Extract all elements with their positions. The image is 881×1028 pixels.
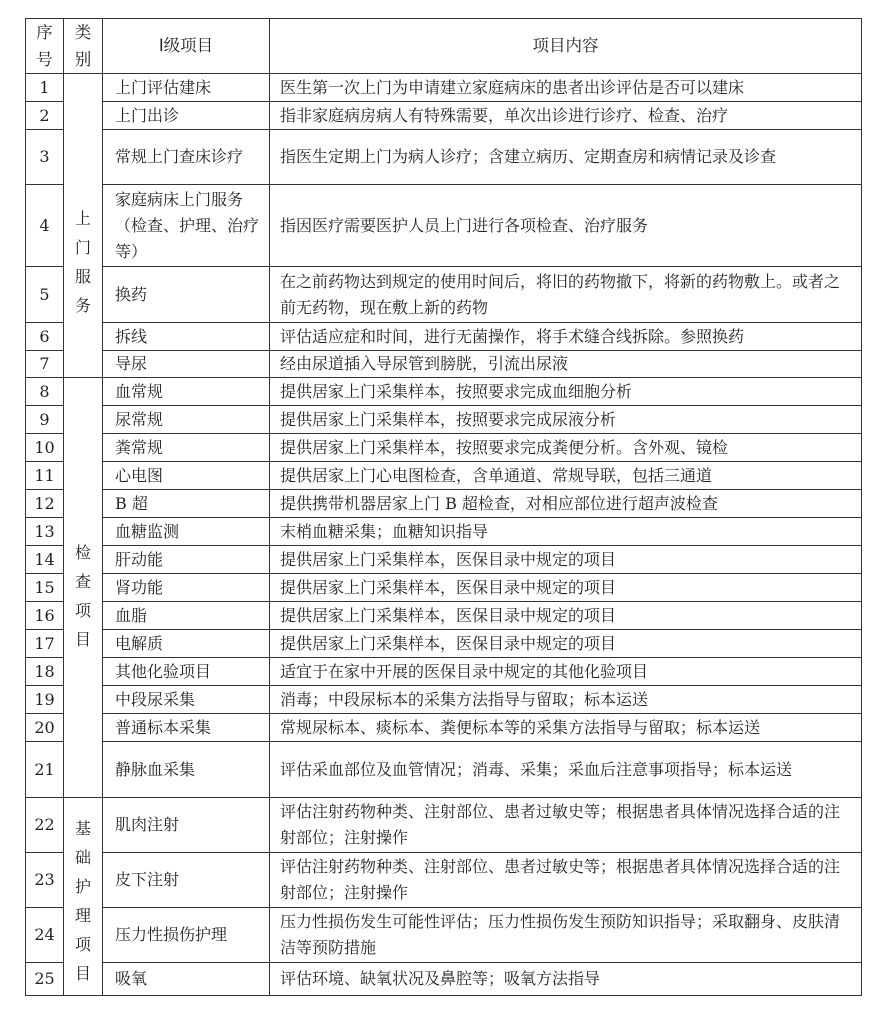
level1-item: B 超 <box>103 490 270 518</box>
row-number: 10 <box>26 434 64 462</box>
row-number: 21 <box>26 742 64 798</box>
header-level1: Ⅰ级项目 <box>103 19 270 74</box>
category-cell <box>64 378 103 798</box>
table-row <box>26 434 862 462</box>
item-content: 提供携带机器居家上门 B 超检查，对相应部位进行超声波检查 <box>270 490 862 518</box>
row-number: 2 <box>26 102 64 130</box>
table-row <box>26 630 862 658</box>
row-number: 7 <box>26 351 64 378</box>
level1-item: 肌肉注射 <box>103 798 270 853</box>
item-content: 提供居家上门采集样本，按照要求完成尿液分析 <box>270 406 862 434</box>
level1-item: 普通标本采集 <box>103 714 270 742</box>
item-content: 适宜于在家中开展的医保目录中规定的其他化验项目 <box>270 658 862 686</box>
row-number: 9 <box>26 406 64 434</box>
level1-item: 其他化验项目 <box>103 658 270 686</box>
level1-item: 肾功能 <box>103 574 270 602</box>
table-row <box>26 74 862 102</box>
level1-item: 换药 <box>103 267 270 323</box>
row-number: 23 <box>26 853 64 908</box>
item-content: 指医生定期上门为病人诊疗；含建立病历、定期查房和病情记录及诊查 <box>270 130 862 185</box>
row-number: 12 <box>26 490 64 518</box>
table-row <box>26 351 862 378</box>
row-number: 1 <box>26 74 64 102</box>
table-row <box>26 853 862 908</box>
table-row <box>26 323 862 351</box>
level1-item: 导尿 <box>103 351 270 378</box>
table-row <box>26 908 862 963</box>
level1-item: 皮下注射 <box>103 853 270 908</box>
table-row <box>26 406 862 434</box>
row-number: 19 <box>26 686 64 714</box>
level1-item: 血脂 <box>103 602 270 630</box>
level1-item: 压力性损伤护理 <box>103 908 270 963</box>
table-row <box>26 267 862 323</box>
level1-item: 上门评估建床 <box>103 74 270 102</box>
category-cell <box>64 74 103 378</box>
table-row <box>26 130 862 185</box>
row-number: 17 <box>26 630 64 658</box>
level1-item: 心电图 <box>103 462 270 490</box>
header-row <box>26 19 862 74</box>
row-number: 6 <box>26 323 64 351</box>
level1-item: 血糖监测 <box>103 518 270 546</box>
table-row <box>26 686 862 714</box>
level1-item: 拆线 <box>103 323 270 351</box>
item-content: 评估适应症和时间，进行无菌操作，将手术缝合线拆除。参照换药 <box>270 323 862 351</box>
row-number: 18 <box>26 658 64 686</box>
table-row <box>26 102 862 130</box>
row-number: 20 <box>26 714 64 742</box>
table-row <box>26 658 862 686</box>
home-care-service-table <box>25 18 862 996</box>
category-label: 检查项目 <box>74 543 91 649</box>
level1-item: 中段尿采集 <box>103 686 270 714</box>
level1-item: 常规上门查床诊疗 <box>103 130 270 185</box>
level1-item: 血常规 <box>103 378 270 406</box>
level1-item: 静脉血采集 <box>103 742 270 798</box>
item-content: 常规尿标本、痰标本、粪便标本等的采集方法指导与留取；标本运送 <box>270 714 862 742</box>
header-num: 序号 <box>26 19 64 74</box>
row-number: 24 <box>26 908 64 963</box>
table-row <box>26 714 862 742</box>
row-number: 25 <box>26 963 64 996</box>
row-number: 5 <box>26 267 64 323</box>
category-label: 基础护理项目 <box>74 819 91 983</box>
category-label: 上门服务 <box>74 209 91 315</box>
row-number: 22 <box>26 798 64 853</box>
row-number: 14 <box>26 546 64 574</box>
level1-item: 吸氧 <box>103 963 270 996</box>
level1-item: 家庭病床上门服务（检查、护理、治疗等） <box>103 185 270 267</box>
item-content: 指非家庭病房病人有特殊需要，单次出诊进行诊疗、检查、治疗 <box>270 102 862 130</box>
level1-item: 肝动能 <box>103 546 270 574</box>
row-number: 4 <box>26 185 64 267</box>
row-number: 15 <box>26 574 64 602</box>
level1-item: 粪常规 <box>103 434 270 462</box>
row-number: 13 <box>26 518 64 546</box>
item-content: 提供居家上门采集样本，医保目录中规定的项目 <box>270 602 862 630</box>
item-content: 提供居家上门心电图检查，含单通道、常规导联，包括三通道 <box>270 462 862 490</box>
category-cell <box>64 798 103 996</box>
item-content: 末梢血糖采集；血糖知识指导 <box>270 518 862 546</box>
table-row <box>26 378 862 406</box>
table-row <box>26 602 862 630</box>
level1-item: 上门出诊 <box>103 102 270 130</box>
item-content: 提供居家上门采集样本，医保目录中规定的项目 <box>270 574 862 602</box>
item-content: 在之前药物达到规定的使用时间后，将旧的药物撤下，将新的药物敷上。或者之前无药物，现在敷上新的药物 <box>270 267 862 323</box>
row-number: 8 <box>26 378 64 406</box>
table-row <box>26 185 862 267</box>
table-row <box>26 490 862 518</box>
item-content: 提供居家上门采集样本，医保目录中规定的项目 <box>270 546 862 574</box>
item-content: 提供居家上门采集样本，按照要求完成粪便分析。含外观、镜检 <box>270 434 862 462</box>
item-content: 评估注射药物种类、注射部位、患者过敏史等；根据患者具体情况选择合适的注射部位；注射操作 <box>270 798 862 853</box>
item-content: 提供居家上门采集样本，按照要求完成血细胞分析 <box>270 378 862 406</box>
item-content: 评估采血部位及血管情况；消毒、采集；采血后注意事项指导；标本运送 <box>270 742 862 798</box>
row-number: 11 <box>26 462 64 490</box>
level1-item: 电解质 <box>103 630 270 658</box>
item-content: 消毒；中段尿标本的采集方法指导与留取；标本运送 <box>270 686 862 714</box>
header-content: 项目内容 <box>270 19 862 74</box>
level1-item: 尿常规 <box>103 406 270 434</box>
table-row <box>26 546 862 574</box>
item-content: 评估注射药物种类、注射部位、患者过敏史等；根据患者具体情况选择合适的注射部位；注射操作 <box>270 853 862 908</box>
header-category: 类别 <box>64 19 103 74</box>
table-row <box>26 742 862 798</box>
item-content: 指因医疗需要医护人员上门进行各项检查、治疗服务 <box>270 185 862 267</box>
item-content: 评估环境、缺氧状况及鼻腔等；吸氧方法指导 <box>270 963 862 996</box>
table-row <box>26 518 862 546</box>
item-content: 压力性损伤发生可能性评估；压力性损伤发生预防知识指导；采取翻身、皮肤清洁等预防措施 <box>270 908 862 963</box>
table-row <box>26 798 862 853</box>
row-number: 3 <box>26 130 64 185</box>
item-content: 经由尿道插入导尿管到膀胱，引流出尿液 <box>270 351 862 378</box>
item-content: 提供居家上门采集样本，医保目录中规定的项目 <box>270 630 862 658</box>
table-row <box>26 574 862 602</box>
table-row <box>26 462 862 490</box>
row-number: 16 <box>26 602 64 630</box>
item-content: 医生第一次上门为申请建立家庭病床的患者出诊评估是否可以建床 <box>270 74 862 102</box>
table-row <box>26 963 862 996</box>
